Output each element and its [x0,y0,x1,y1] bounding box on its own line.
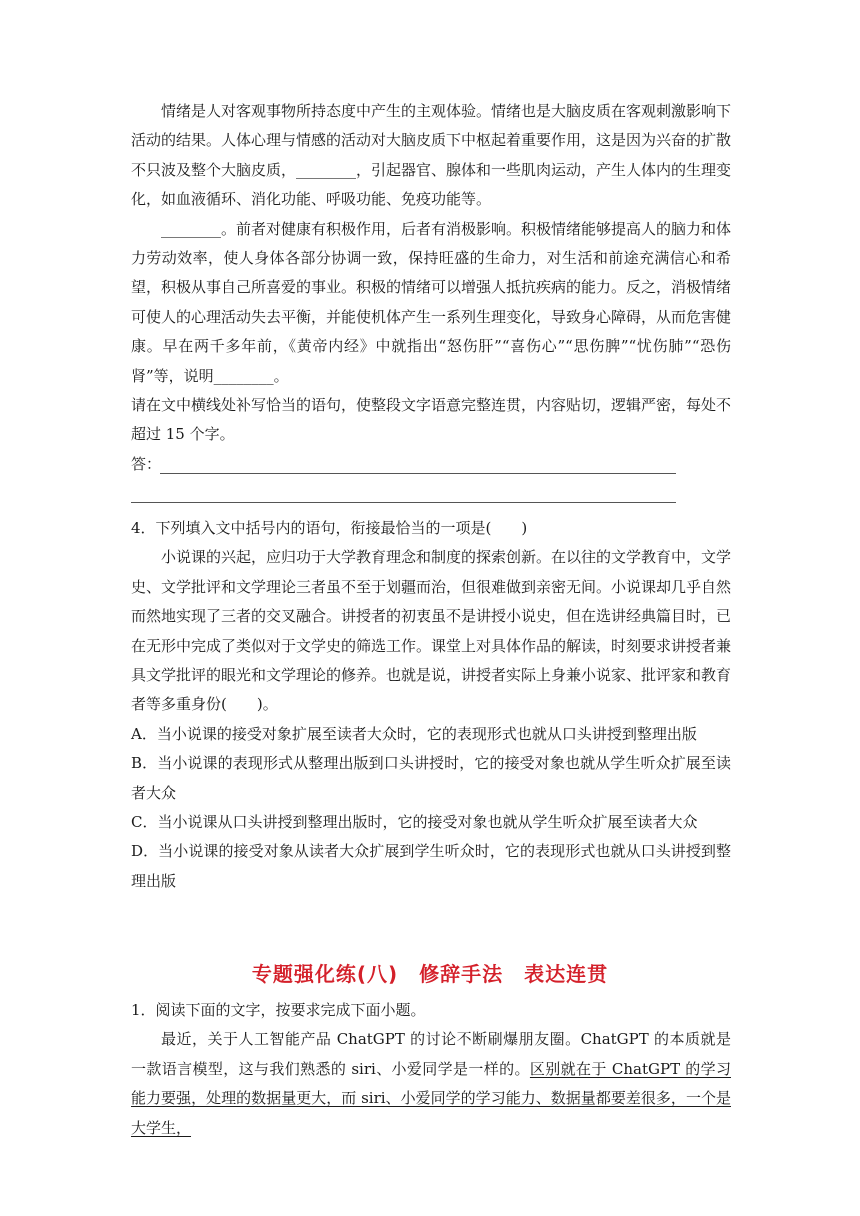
question-1-passage [131,1025,731,1143]
option-a[interactable]: A．当小说课的接受对象扩展至读者大众时，它的表现形式也就从口头讲授到整理出版 [131,724,697,743]
passage-plain: 最近，关于人工智能产品 ChatGPT 的讨论不断刷爆朋友圈。ChatGPT 的本质就是一款语言模型，这与我们熟悉的 siri、小爱同学是一样的。 [131,1030,731,1078]
question-1-stem: 1．阅读下面的文字，按要求完成下面小题。 [131,1001,426,1019]
passage-underlined: 区别就在于 ChatGPT 的学习能力要强，处理的数据量更大，而 siri、小爱同学的学习能力、数据量都要差很多，一个是大学生， [131,1059,731,1137]
section-title: 专题强化练(八) 修辞手法 表达连贯 [251,962,609,986]
emotion-passage [131,97,731,479]
question-4 [131,514,731,896]
question-4-passage: 小说课的兴起，应归功于大学教育理念和制度的探索创新。在以往的文学教育中，文学史、文学批评和文学理论三者虽不至于划疆而治，但很难做到亲密无间。小说课却几乎自然而然地实现了三者的交叉融合。讲授者的初衷虽不是讲授小说史，但在选讲经典篇目时，已在无形中完成了类似对于文学史的筛选工作。课堂上对具体作品的解读，时刻要求讲授者兼具文学批评的眼光和文学理论的修养。也就是说，讲授者实际上身兼小说家、批评家和教育者等多重身份( )。 [131,548,732,714]
question-4-stem: 4．下列填入文中括号内的语句，衔接最恰当的一项是( ) [131,519,528,537]
question-1 [131,996,731,1143]
answer-line-2[interactable] [131,502,676,503]
option-b[interactable]: B．当小说课的表现形式从整理出版到口头讲授时，它的接受对象也就从学生听众扩展至读者大众 [131,754,731,802]
answer-label: 答： [131,454,162,473]
paragraph-1: 情绪是人对客观事物所持态度中产生的主观体验。情绪也是大脑皮质在客观刺激影响下活动的结果。人体心理与情感的活动对大脑皮质下中枢起着重要作用，这是因为兴奋的扩散不只波及整个大脑皮质，________，引起器官、腺体和一些肌肉运动，产生人体内的生理变化，如血液循环、消化功能、呼吸功能、免疫功能等。 [131,102,732,209]
paragraph-2: ________。前者对健康有积极作用，后者有消极影响。积极情绪能够提高人的脑力和体力劳动效率，使人身体各部分协调一致，保持旺盛的生命力，对生活和前途充满信心和希望，积极从事自己所喜爱的事业。积极的情绪可以增强人抵抗疾病的能力。反之，消极情绪可使人的心理活动失去平衡，并能使机体产生一系列生理变化，导致身心障碍，从而危害健康。早在两千多年前，《黄帝内经》中就指出“怒伤肝”“喜伤心”“思伤脾”“忧伤肺”“恐伤肾”等，说明________。 [131,219,732,385]
option-c[interactable]: C．当小说课从口头讲授到整理出版时，它的接受对象也就从学生听众扩展至读者大众 [131,813,698,832]
option-d[interactable]: D．当小说课的接受对象从读者大众扩展到学生听众时，它的表现形式也就从口头讲授到整理出版 [131,842,731,890]
answer-line-1[interactable] [160,473,676,474]
fill-in-instruction: 请在文中横线处补写恰当的语句，使整段文字语意完整连贯，内容贴切，逻辑严密，每处不超过 15 个字。 [131,396,732,444]
